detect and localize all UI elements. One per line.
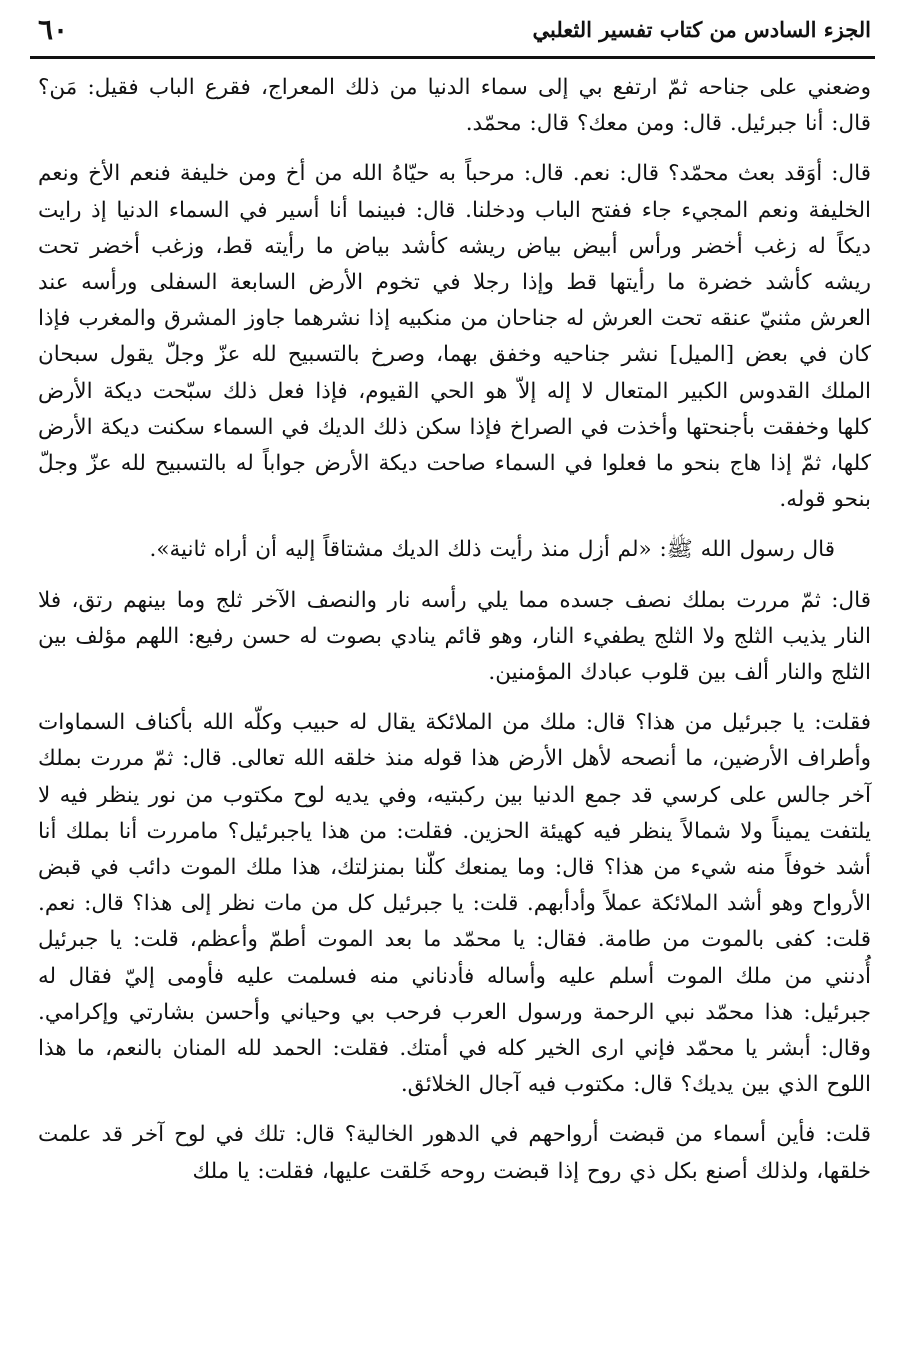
paragraph-quote: قال رسول الله ﷺ: «لم أزل منذ رأيت ذلك الديك مشتاقاً إليه أن أراه ثانية». bbox=[149, 537, 835, 563]
page-header bbox=[38, 10, 871, 50]
paragraph: قال: أوَقد بعث محمّد؟ قال: نعم. قال: مرحباً به حيّاهُ الله من أخ ومن خليفة فنعم الأخ ونعم الخليفة ونعم المجيء جاء ففتح الباب ودخلنا. قال: فبينما أنا أسير في السماء الدنيا إذ رايت ديكاً له زغب أخضر ورأس أبيض بياض ريشه كأشد بياض ما رأيته قط، وزغب أخضر تحت ريشه كأشد خضرة ما رأيتها قط وإذا رجلا في تخوم الأرض السابعة السفلى ورأسه عند العرش مثنيّ عنقه تحت العرش له جناحان من منكبيه إذا نشرهما جاوز المشرق والمغرب فإذا كان في بعض [الميل] نشر جناحيه وخفق بهما، وصرخ بالتسبيح لله عزّ وجلّ يقول سبحان الملك القدوس الكبير المتعال لا إله إلاّ هو الحي القيوم، فإذا فعل ذلك سبّحت ديكة الأرض كلها وخفقت بأجنحتها وأخذت في الصراخ فإذا سكن ذلك الديك في السماء سكنت ديكة الأرض كلها، ثمّ إذا هاج بنحو ما فعلوا في السماء صاحت ديكة الأرض جواباً له بالتسبيح لله عزّ وجلّ بنحو قوله. bbox=[38, 161, 871, 513]
book-page bbox=[38, 0, 871, 1363]
header-rule bbox=[30, 56, 875, 59]
page-number: ٦٠ bbox=[38, 13, 69, 46]
paragraph: قلت: فأين أسماء من قبضت أرواحهم في الدهور الخالية؟ قال: تلك في لوح آخر قد علمت خلقها، ولذلك أصنع بكل ذي روح إذا قبضت روحه خَلقت عليها، فقلت: يا ملك bbox=[38, 1122, 871, 1184]
paragraph: وضعني على جناحه ثمّ ارتفع بي إلى سماء الدنيا من ذلك المعراج، فقرع الباب فقيل: مَن؟ قال: أنا جبرئيل. قال: ومن معك؟ قال: محمّد. bbox=[38, 75, 871, 137]
page-body bbox=[38, 70, 871, 1190]
running-title: الجزء السادس من كتاب تفسير الثعلبي bbox=[532, 17, 871, 42]
paragraph: فقلت: يا جبرئيل من هذا؟ قال: ملك من الملائكة يقال له حبيب وكلّه الله بأكناف السماوات وأطراف الأرضين، ما أنصحه لأهل الأرض هذا قوله منذ خلقه الله تعالى. قال: ثمّ مررت بملك آخر جالس على كرسي قد جمع الدنيا بين ركبتيه، وفي يديه لوح مكتوب من نور ينظر فيه لا يلتفت يميناً ولا شمالاً ينظر فيه كهيئة الحزين. فقلت: من هذا ياجبرئيل؟ مامررت أنا بملك أنا أشد خوفاً منه شيء من هذا؟ قال: وما يمنعك كلّنا بمنزلتك، هذا ملك الموت دائب في قبض الأرواح وهو أشد الملائكة عملاً وأدأبهم. قلت: يا جبرئيل كل من مات نظر إلى هذا؟ قال: نعم. قلت: كفى بالموت من طامة. فقال: يا محمّد ما بعد الموت أطمّ وأعظم، قلت: يا جبرئيل أُدنني من ملك الموت أسلم عليه وأساله فأدناني منه فسلمت عليه فأومى إليّ فقال له جبرئيل: هذا محمّد نبي الرحمة ورسول العرب فرحب بي وحياني وأحسن بشارتي وإكرامي. وقال: أبشر يا محمّد فإني ارى الخير كله في أمتك. فقلت: الحمد لله المنان بالنعم، ما هذا اللوح الذي بين يديك؟ قال: مكتوب فيه آجال الخلائق. bbox=[38, 710, 871, 1098]
paragraph: قال: ثمّ مررت بملك نصف جسده مما يلي رأسه نار والنصف الآخر ثلج وما بينهم رتق، فلا النار يذيب الثلج ولا الثلج يطفيء النار، وهو قائم ينادي بصوت له حسن رفيع: اللهم مؤلف بين الثلج والنار ألف بين قلوب عبادك المؤمنين. bbox=[38, 587, 871, 686]
